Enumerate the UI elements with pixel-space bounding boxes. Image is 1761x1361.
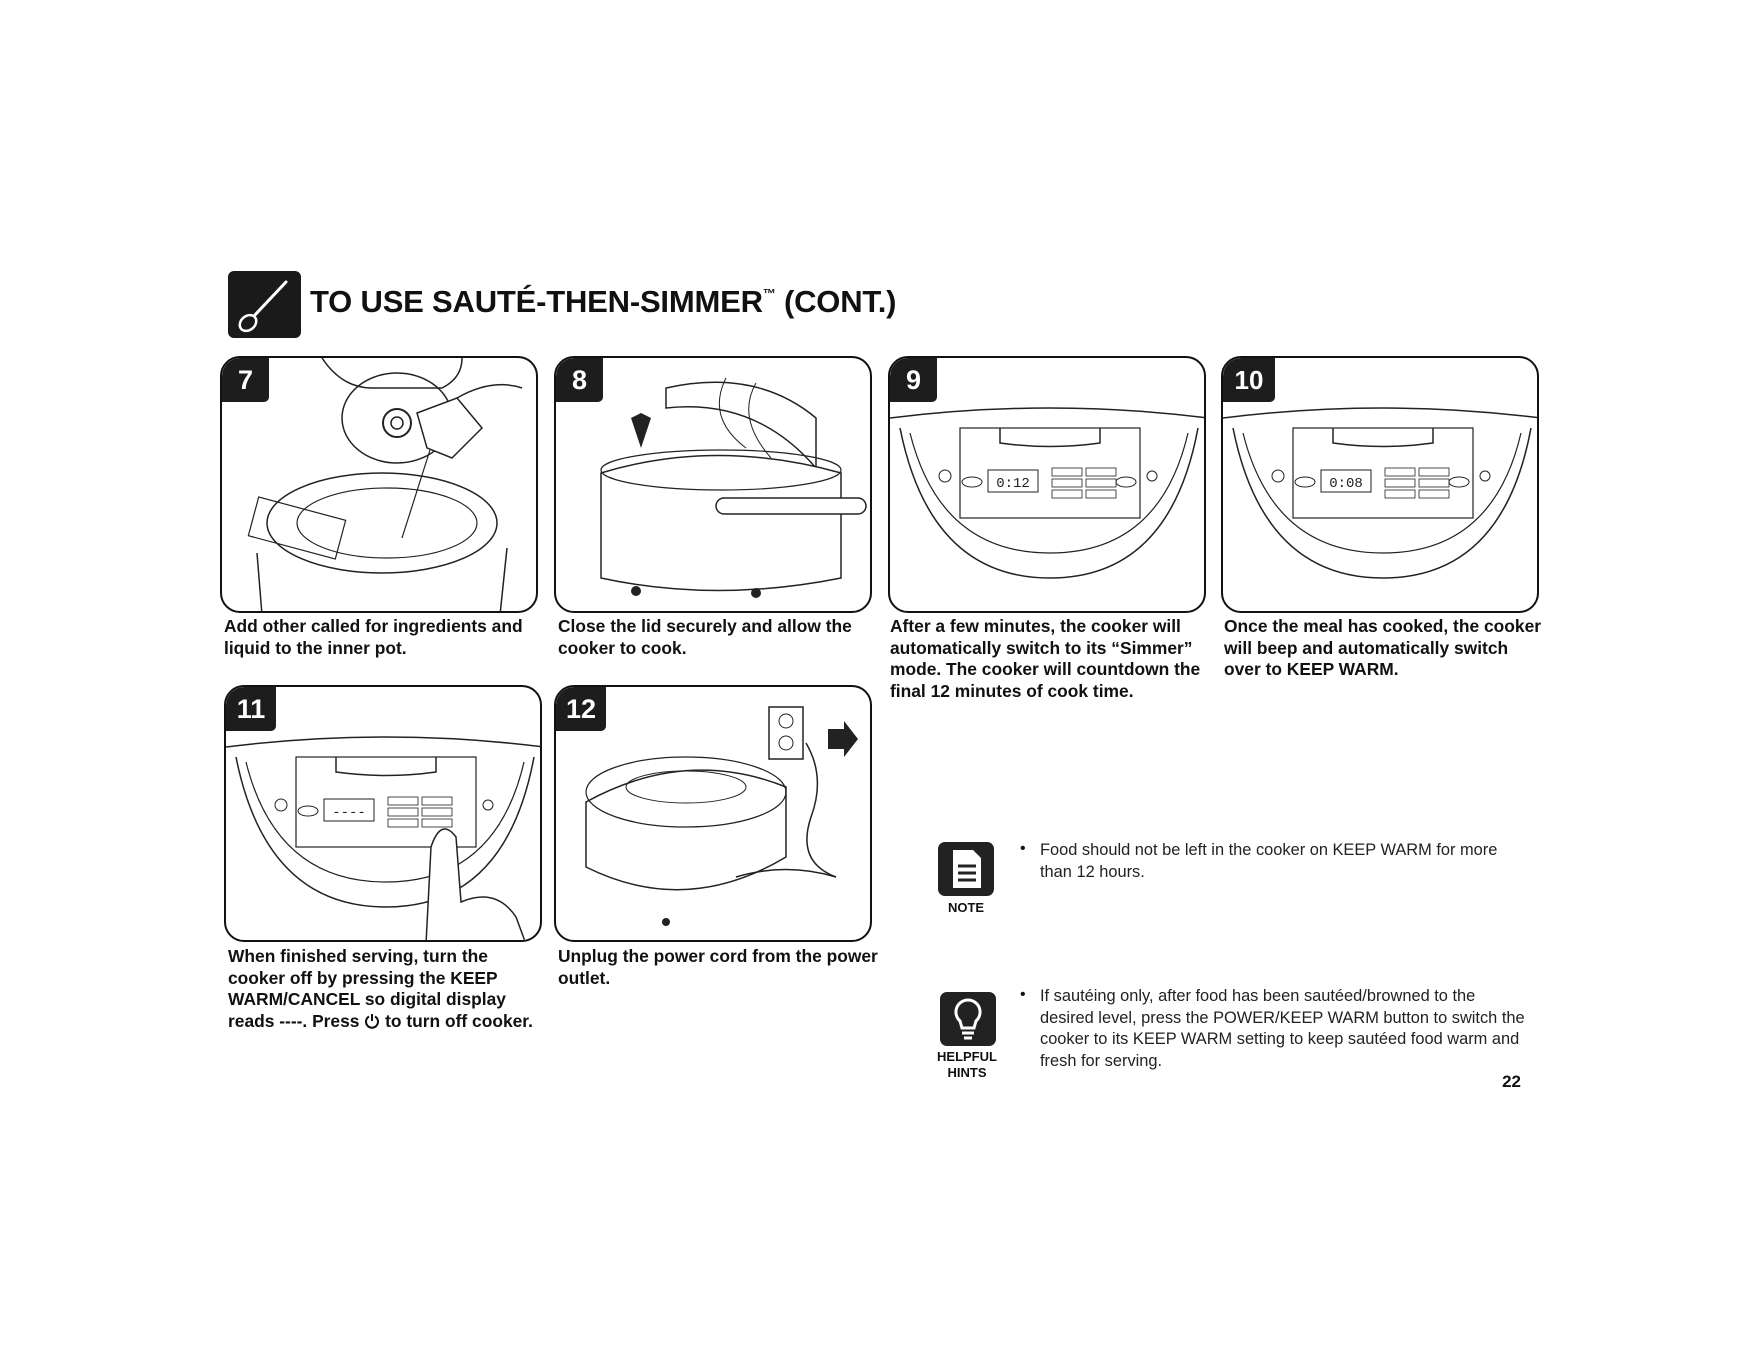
step-10-panel xyxy=(1221,356,1539,613)
note-icon xyxy=(938,842,994,896)
step-9-illustration xyxy=(890,358,1206,613)
step-10-caption: Once the meal has cooked, the cooker will beep and automatically switch over to KEEP WARM. xyxy=(1224,616,1542,679)
step-12-panel xyxy=(554,685,872,942)
step-7-panel xyxy=(220,356,538,613)
step-8-caption: Close the lid securely and allow the cooker to cook. xyxy=(558,616,852,658)
step-11-panel xyxy=(224,685,542,942)
step-9-panel xyxy=(888,356,1206,613)
step-9-badge: 9 xyxy=(890,358,937,402)
spoon-icon xyxy=(228,271,301,338)
page-number: 22 xyxy=(1502,1072,1521,1091)
step-8-panel xyxy=(554,356,872,613)
step-11-illustration xyxy=(226,687,542,942)
hints-label: HELPFUL HINTS xyxy=(937,1049,997,1080)
hints-text: If sautéing only, after food has been sautéed/browned to the desired level, press the POWER/KEEP WARM button to switch the cooker to its KEEP WARM setting to keep sautéed food warm and fresh for serving. xyxy=(1040,987,1525,1070)
step-12-badge: 12 xyxy=(556,687,606,731)
step-11-display-digits: ---- xyxy=(332,805,366,821)
step-8-badge: 8 xyxy=(556,358,603,402)
step-11-badge: 11 xyxy=(226,687,276,731)
page-title: TO USE SAUTÉ-THEN-SIMMER™ (CONT.) xyxy=(310,284,897,319)
outlet-icon xyxy=(769,707,803,759)
step-9-caption: After a few minutes, the cooker will automatically switch to its “Simmer” mode. The cooker will countdown the final 12 minutes of cook time. xyxy=(890,616,1201,701)
step-12-caption: Unplug the power cord from the power outlet. xyxy=(558,946,878,988)
step-7-caption: Add other called for ingredients and liquid to the inner pot. xyxy=(224,616,523,658)
lightbulb-icon xyxy=(940,992,996,1046)
step-11-caption: When finished serving, turn the cooker off by pressing the KEEP WARM/CANCEL so digital display reads ----. Press to turn off cooker. xyxy=(228,946,533,1031)
step-10-display-digits: 0:08 xyxy=(1329,476,1363,492)
power-icon xyxy=(364,1013,380,1029)
hints-bullet: • xyxy=(1020,986,1026,1003)
step-12-illustration xyxy=(556,687,872,942)
step-7-badge: 7 xyxy=(222,358,269,402)
step-7-illustration xyxy=(222,358,538,613)
step-10-badge: 10 xyxy=(1223,358,1275,402)
note-text: Food should not be left in the cooker on KEEP WARM for more than 12 hours. xyxy=(1040,841,1498,881)
step-8-illustration xyxy=(556,358,872,613)
arrow-right-icon xyxy=(828,721,858,757)
note-bullet: • xyxy=(1020,840,1026,857)
note-label: NOTE xyxy=(947,900,985,915)
step-9-display-digits: 0:12 xyxy=(996,476,1030,492)
step-10-illustration xyxy=(1223,358,1539,613)
